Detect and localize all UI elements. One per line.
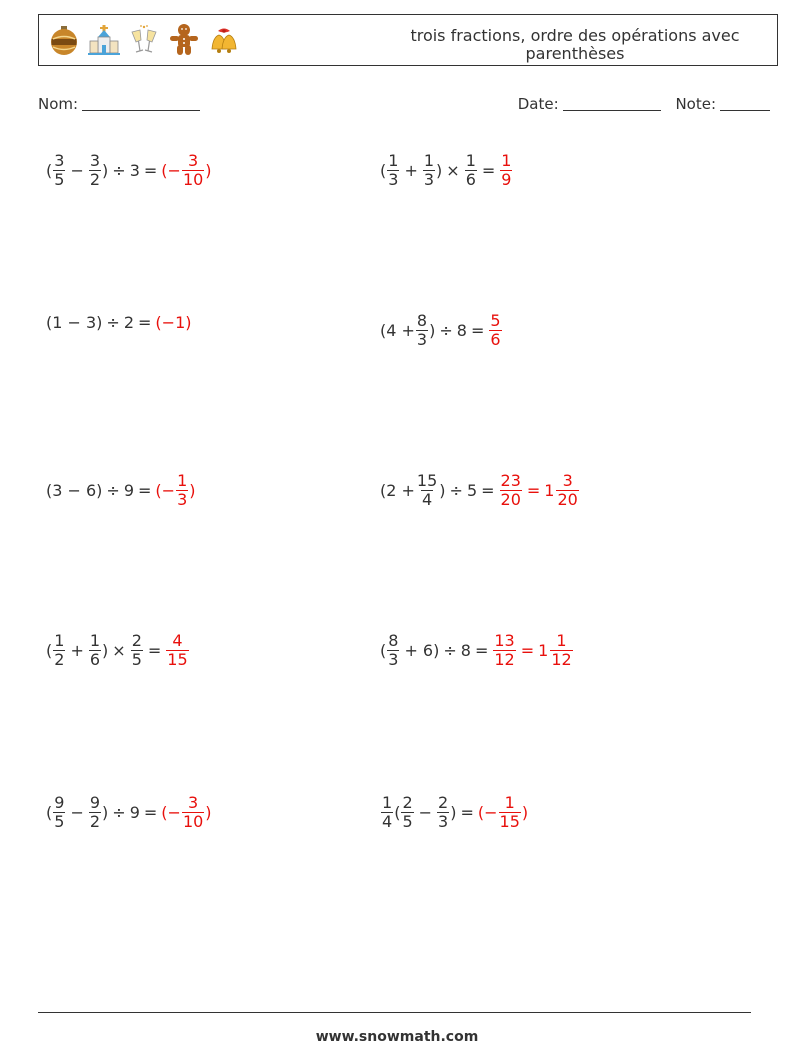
answer: $\frac{1}{9}$ <box>501 150 512 189</box>
answer: (− $\frac{1}{3}$ ) <box>155 470 196 509</box>
problem-5: (3 − 6) ÷ 9 = (− $\frac{1}{3}$ ) <box>46 470 196 509</box>
fraction: $\frac{3}{2}$ <box>89 150 101 189</box>
answer: (− $\frac{3}{10}$ ) <box>161 792 212 831</box>
header-icons <box>47 23 241 57</box>
fraction: $\frac{1}{3}$ <box>388 150 399 189</box>
fraction: $\frac{1}{6}$ <box>89 630 101 669</box>
bells-icon <box>207 23 241 57</box>
champagne-icon <box>127 23 161 57</box>
church-icon <box>87 23 121 57</box>
fraction: $\frac{1}{2}$ <box>54 630 65 669</box>
fraction: $\frac{9}{2}$ <box>89 792 101 831</box>
fraction: $\frac{1}{6}$ <box>465 150 476 189</box>
answer: (− $\frac{1}{15}$ ) <box>477 792 529 831</box>
date-note-fields <box>518 95 770 113</box>
problem-6: (2 + $\frac{15}{4}$ ) ÷ 5 = $\frac{23}{20}$ = 1 $\frac{3}{20}$ <box>380 470 578 509</box>
problem-2: ( $\frac{1}{3}$ + $\frac{1}{3}$ ) × $\frac{1}{6}$ = $\frac{1}{9}$ <box>380 150 512 189</box>
answer: $\frac{4}{15}$ <box>167 630 188 669</box>
fraction: $\frac{3}{5}$ <box>54 150 65 189</box>
problem-7: ( $\frac{1}{2}$ + $\frac{1}{6}$ ) × $\frac{2}{5}$ = $\frac{4}{15}$ <box>46 630 188 669</box>
fraction: $\frac{8}{3}$ <box>388 630 399 669</box>
fraction: $\frac{8}{3}$ <box>416 310 428 349</box>
date-label: Date: <box>517 95 559 113</box>
name-label: Nom: <box>38 95 79 113</box>
fraction: $\frac{9}{5}$ <box>54 792 65 831</box>
fraction: $\frac{1}{4}$ <box>382 792 393 831</box>
problem-10: $\frac{1}{4}$ ( $\frac{2}{5}$ − $\frac{2}{3}$ ) = (− $\frac{1}{15}$ ) <box>382 792 529 831</box>
problem-3: (1 − 3) ÷ 2 = (−1) <box>46 312 192 332</box>
answer: (− $\frac{3}{10}$ ) <box>161 150 212 189</box>
gingerbread-icon <box>167 23 201 57</box>
name-blank[interactable] <box>82 96 200 111</box>
ornament-icon <box>47 23 81 57</box>
answer: $\frac{5}{6}$ <box>490 310 501 349</box>
fraction: $\frac{2}{5}$ <box>402 792 413 831</box>
problem-4: (4 + $\frac{8}{3}$ ) ÷ 8 = $\frac{5}{6}$ <box>380 310 501 349</box>
note-blank[interactable] <box>720 96 770 111</box>
problem-1: ( $\frac{3}{5}$ − $\frac{3}{2}$ ) ÷ 3 = (− $\frac{3}{10}$ ) <box>46 150 212 189</box>
answer: $\frac{13}{12}$ = 1 $\frac{1}{12}$ <box>494 630 572 669</box>
worksheet-title: trois fractions, ordre des opérations avec parenthèses <box>410 26 740 63</box>
name-field <box>38 95 200 113</box>
problem-8: ( $\frac{8}{3}$ + 6) ÷ 8 = $\frac{13}{12}$ = 1 $\frac{1}{12}$ <box>380 630 572 669</box>
fraction: $\frac{2}{3}$ <box>438 792 449 831</box>
answer: $\frac{23}{20}$ = 1 $\frac{3}{20}$ <box>500 470 578 509</box>
note-label: Note: <box>675 95 716 113</box>
date-blank[interactable] <box>563 96 661 111</box>
problem-9: ( $\frac{9}{5}$ − $\frac{9}{2}$ ) ÷ 9 = (− $\frac{3}{10}$ ) <box>46 792 212 831</box>
footer-url[interactable]: www.snowmath.com <box>315 1029 479 1045</box>
fraction: $\frac{1}{3}$ <box>423 150 435 189</box>
footer-divider <box>38 1012 751 1013</box>
fraction: $\frac{2}{5}$ <box>131 630 142 669</box>
fraction: $\frac{15}{4}$ <box>416 470 438 509</box>
header-box <box>38 14 778 66</box>
answer: (−1) <box>155 312 192 332</box>
